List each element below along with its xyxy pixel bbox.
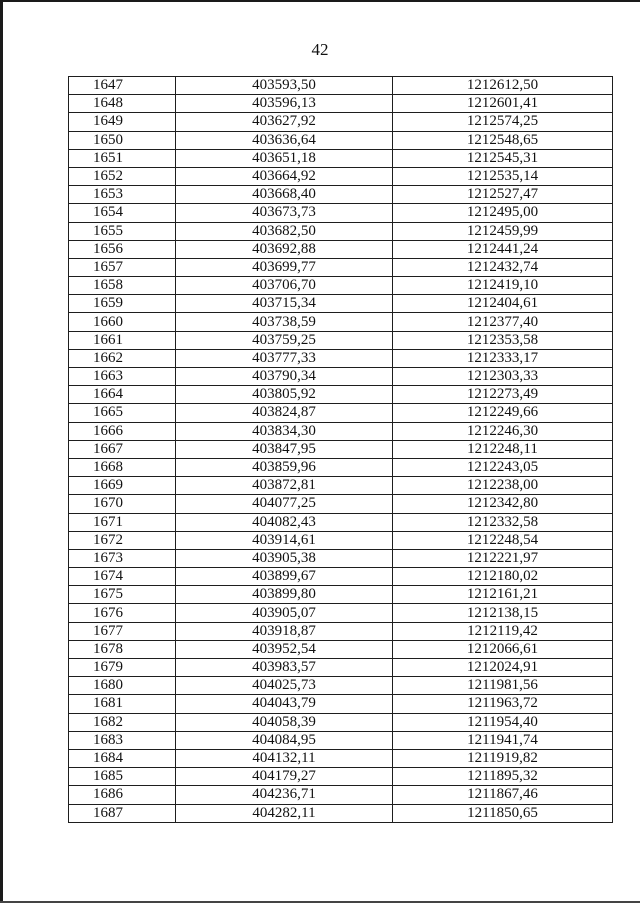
x-coordinate-cell: 403651,18	[176, 149, 393, 167]
y-coordinate-cell: 1212332,58	[393, 513, 613, 531]
point-number-cell: 1650	[69, 131, 176, 149]
point-number-cell: 1666	[69, 422, 176, 440]
x-coordinate-cell: 403627,92	[176, 113, 393, 131]
y-coordinate-cell: 1212548,65	[393, 131, 613, 149]
y-coordinate-cell: 1211919,82	[393, 749, 613, 767]
point-number-cell: 1668	[69, 458, 176, 476]
x-coordinate-cell: 404043,79	[176, 695, 393, 713]
table-row	[69, 440, 613, 458]
table-row	[69, 77, 613, 95]
table-row	[69, 477, 613, 495]
point-number-cell: 1681	[69, 695, 176, 713]
y-coordinate-cell: 1212377,40	[393, 313, 613, 331]
table-row	[69, 186, 613, 204]
point-number-cell: 1647	[69, 77, 176, 95]
point-number-cell: 1665	[69, 404, 176, 422]
x-coordinate-cell: 403805,92	[176, 386, 393, 404]
x-coordinate-cell: 403699,77	[176, 258, 393, 276]
point-number-cell: 1672	[69, 531, 176, 549]
y-coordinate-cell: 1212535,14	[393, 167, 613, 185]
point-number-cell: 1654	[69, 204, 176, 222]
x-coordinate-cell: 403872,81	[176, 477, 393, 495]
table-row	[69, 804, 613, 822]
table-row	[69, 513, 613, 531]
point-number-cell: 1677	[69, 622, 176, 640]
point-number-cell: 1682	[69, 713, 176, 731]
y-coordinate-cell: 1212180,02	[393, 568, 613, 586]
table-row	[69, 604, 613, 622]
x-coordinate-cell: 404058,39	[176, 713, 393, 731]
y-coordinate-cell: 1211954,40	[393, 713, 613, 731]
table-row	[69, 131, 613, 149]
table-row	[69, 368, 613, 386]
point-number-cell: 1655	[69, 222, 176, 240]
table-row	[69, 659, 613, 677]
x-coordinate-cell: 403692,88	[176, 240, 393, 258]
point-number-cell: 1653	[69, 186, 176, 204]
point-number-cell: 1667	[69, 440, 176, 458]
x-coordinate-cell: 403706,70	[176, 277, 393, 295]
point-number-cell: 1680	[69, 677, 176, 695]
y-coordinate-cell: 1212419,10	[393, 277, 613, 295]
point-number-cell: 1663	[69, 368, 176, 386]
point-number-cell: 1675	[69, 586, 176, 604]
table-row	[69, 295, 613, 313]
table-row	[69, 640, 613, 658]
table-row	[69, 458, 613, 476]
x-coordinate-cell: 403905,07	[176, 604, 393, 622]
y-coordinate-cell: 1212404,61	[393, 295, 613, 313]
point-number-cell: 1678	[69, 640, 176, 658]
y-coordinate-cell: 1212248,54	[393, 531, 613, 549]
coordinates-table	[68, 76, 613, 823]
point-number-cell: 1651	[69, 149, 176, 167]
point-number-cell: 1664	[69, 386, 176, 404]
table-row	[69, 113, 613, 131]
scan-edge-left	[0, 0, 3, 903]
x-coordinate-cell: 404179,27	[176, 768, 393, 786]
x-coordinate-cell: 403914,61	[176, 531, 393, 549]
y-coordinate-cell: 1212161,21	[393, 586, 613, 604]
point-number-cell: 1686	[69, 786, 176, 804]
y-coordinate-cell: 1212303,33	[393, 368, 613, 386]
y-coordinate-cell: 1212273,49	[393, 386, 613, 404]
y-coordinate-cell: 1212248,11	[393, 440, 613, 458]
x-coordinate-cell: 403673,73	[176, 204, 393, 222]
x-coordinate-cell: 403636,64	[176, 131, 393, 149]
table-row	[69, 731, 613, 749]
point-number-cell: 1656	[69, 240, 176, 258]
y-coordinate-cell: 1212353,58	[393, 331, 613, 349]
x-coordinate-cell: 404282,11	[176, 804, 393, 822]
table-row	[69, 95, 613, 113]
table-row	[69, 204, 613, 222]
point-number-cell: 1684	[69, 749, 176, 767]
point-number-cell: 1660	[69, 313, 176, 331]
table-row	[69, 240, 613, 258]
y-coordinate-cell: 1212221,97	[393, 549, 613, 567]
y-coordinate-cell: 1211941,74	[393, 731, 613, 749]
x-coordinate-cell: 404132,11	[176, 749, 393, 767]
point-number-cell: 1648	[69, 95, 176, 113]
table-row	[69, 258, 613, 276]
table-row	[69, 768, 613, 786]
point-number-cell: 1674	[69, 568, 176, 586]
y-coordinate-cell: 1212119,42	[393, 622, 613, 640]
x-coordinate-cell: 403593,50	[176, 77, 393, 95]
table-row	[69, 531, 613, 549]
page-number: 42	[311, 40, 329, 59]
x-coordinate-cell: 404025,73	[176, 677, 393, 695]
y-coordinate-cell: 1212545,31	[393, 149, 613, 167]
x-coordinate-cell: 404077,25	[176, 495, 393, 513]
point-number-cell: 1673	[69, 549, 176, 567]
x-coordinate-cell: 403790,34	[176, 368, 393, 386]
table-row	[69, 349, 613, 367]
point-number-cell: 1685	[69, 768, 176, 786]
table-row	[69, 786, 613, 804]
table-row	[69, 386, 613, 404]
table-row	[69, 222, 613, 240]
point-number-cell: 1687	[69, 804, 176, 822]
point-number-cell: 1671	[69, 513, 176, 531]
x-coordinate-cell: 403664,92	[176, 167, 393, 185]
point-number-cell: 1661	[69, 331, 176, 349]
x-coordinate-cell: 404084,95	[176, 731, 393, 749]
point-number-cell: 1669	[69, 477, 176, 495]
point-number-cell: 1652	[69, 167, 176, 185]
x-coordinate-cell: 403899,80	[176, 586, 393, 604]
table-row	[69, 277, 613, 295]
y-coordinate-cell: 1211963,72	[393, 695, 613, 713]
y-coordinate-cell: 1212138,15	[393, 604, 613, 622]
y-coordinate-cell: 1212243,05	[393, 458, 613, 476]
x-coordinate-cell: 403859,96	[176, 458, 393, 476]
y-coordinate-cell: 1212249,66	[393, 404, 613, 422]
y-coordinate-cell: 1211981,56	[393, 677, 613, 695]
x-coordinate-cell: 403759,25	[176, 331, 393, 349]
table-row	[69, 167, 613, 185]
point-number-cell: 1670	[69, 495, 176, 513]
y-coordinate-cell: 1212432,74	[393, 258, 613, 276]
x-coordinate-cell: 403668,40	[176, 186, 393, 204]
y-coordinate-cell: 1212574,25	[393, 113, 613, 131]
y-coordinate-cell: 1212024,91	[393, 659, 613, 677]
x-coordinate-cell: 403777,33	[176, 349, 393, 367]
table-row	[69, 422, 613, 440]
table-row	[69, 713, 613, 731]
y-coordinate-cell: 1212441,24	[393, 240, 613, 258]
y-coordinate-cell: 1212342,80	[393, 495, 613, 513]
point-number-cell: 1679	[69, 659, 176, 677]
scan-edge-top	[0, 0, 640, 2]
table-row	[69, 331, 613, 349]
coordinates-table-body	[69, 77, 613, 823]
x-coordinate-cell: 403847,95	[176, 440, 393, 458]
x-coordinate-cell: 403738,59	[176, 313, 393, 331]
point-number-cell: 1658	[69, 277, 176, 295]
y-coordinate-cell: 1212495,00	[393, 204, 613, 222]
point-number-cell: 1649	[69, 113, 176, 131]
x-coordinate-cell: 403715,34	[176, 295, 393, 313]
x-coordinate-cell: 403899,67	[176, 568, 393, 586]
table-row	[69, 149, 613, 167]
table-row	[69, 749, 613, 767]
x-coordinate-cell: 403682,50	[176, 222, 393, 240]
x-coordinate-cell: 403983,57	[176, 659, 393, 677]
x-coordinate-cell: 403824,87	[176, 404, 393, 422]
y-coordinate-cell: 1212066,61	[393, 640, 613, 658]
y-coordinate-cell: 1212238,00	[393, 477, 613, 495]
y-coordinate-cell: 1212601,41	[393, 95, 613, 113]
point-number-cell: 1659	[69, 295, 176, 313]
table-row	[69, 495, 613, 513]
y-coordinate-cell: 1212333,17	[393, 349, 613, 367]
x-coordinate-cell: 403952,54	[176, 640, 393, 658]
x-coordinate-cell: 403596,13	[176, 95, 393, 113]
x-coordinate-cell: 403918,87	[176, 622, 393, 640]
y-coordinate-cell: 1211867,46	[393, 786, 613, 804]
point-number-cell: 1657	[69, 258, 176, 276]
table-row	[69, 568, 613, 586]
y-coordinate-cell: 1212612,50	[393, 77, 613, 95]
point-number-cell: 1683	[69, 731, 176, 749]
table-row	[69, 549, 613, 567]
point-number-cell: 1676	[69, 604, 176, 622]
table-row	[69, 404, 613, 422]
table-row	[69, 695, 613, 713]
y-coordinate-cell: 1212246,30	[393, 422, 613, 440]
y-coordinate-cell: 1212459,99	[393, 222, 613, 240]
x-coordinate-cell: 403834,30	[176, 422, 393, 440]
table-row	[69, 677, 613, 695]
y-coordinate-cell: 1211895,32	[393, 768, 613, 786]
x-coordinate-cell: 404236,71	[176, 786, 393, 804]
table-row	[69, 622, 613, 640]
table-row	[69, 313, 613, 331]
x-coordinate-cell: 403905,38	[176, 549, 393, 567]
y-coordinate-cell: 1211850,65	[393, 804, 613, 822]
point-number-cell: 1662	[69, 349, 176, 367]
x-coordinate-cell: 404082,43	[176, 513, 393, 531]
table-row	[69, 586, 613, 604]
y-coordinate-cell: 1212527,47	[393, 186, 613, 204]
